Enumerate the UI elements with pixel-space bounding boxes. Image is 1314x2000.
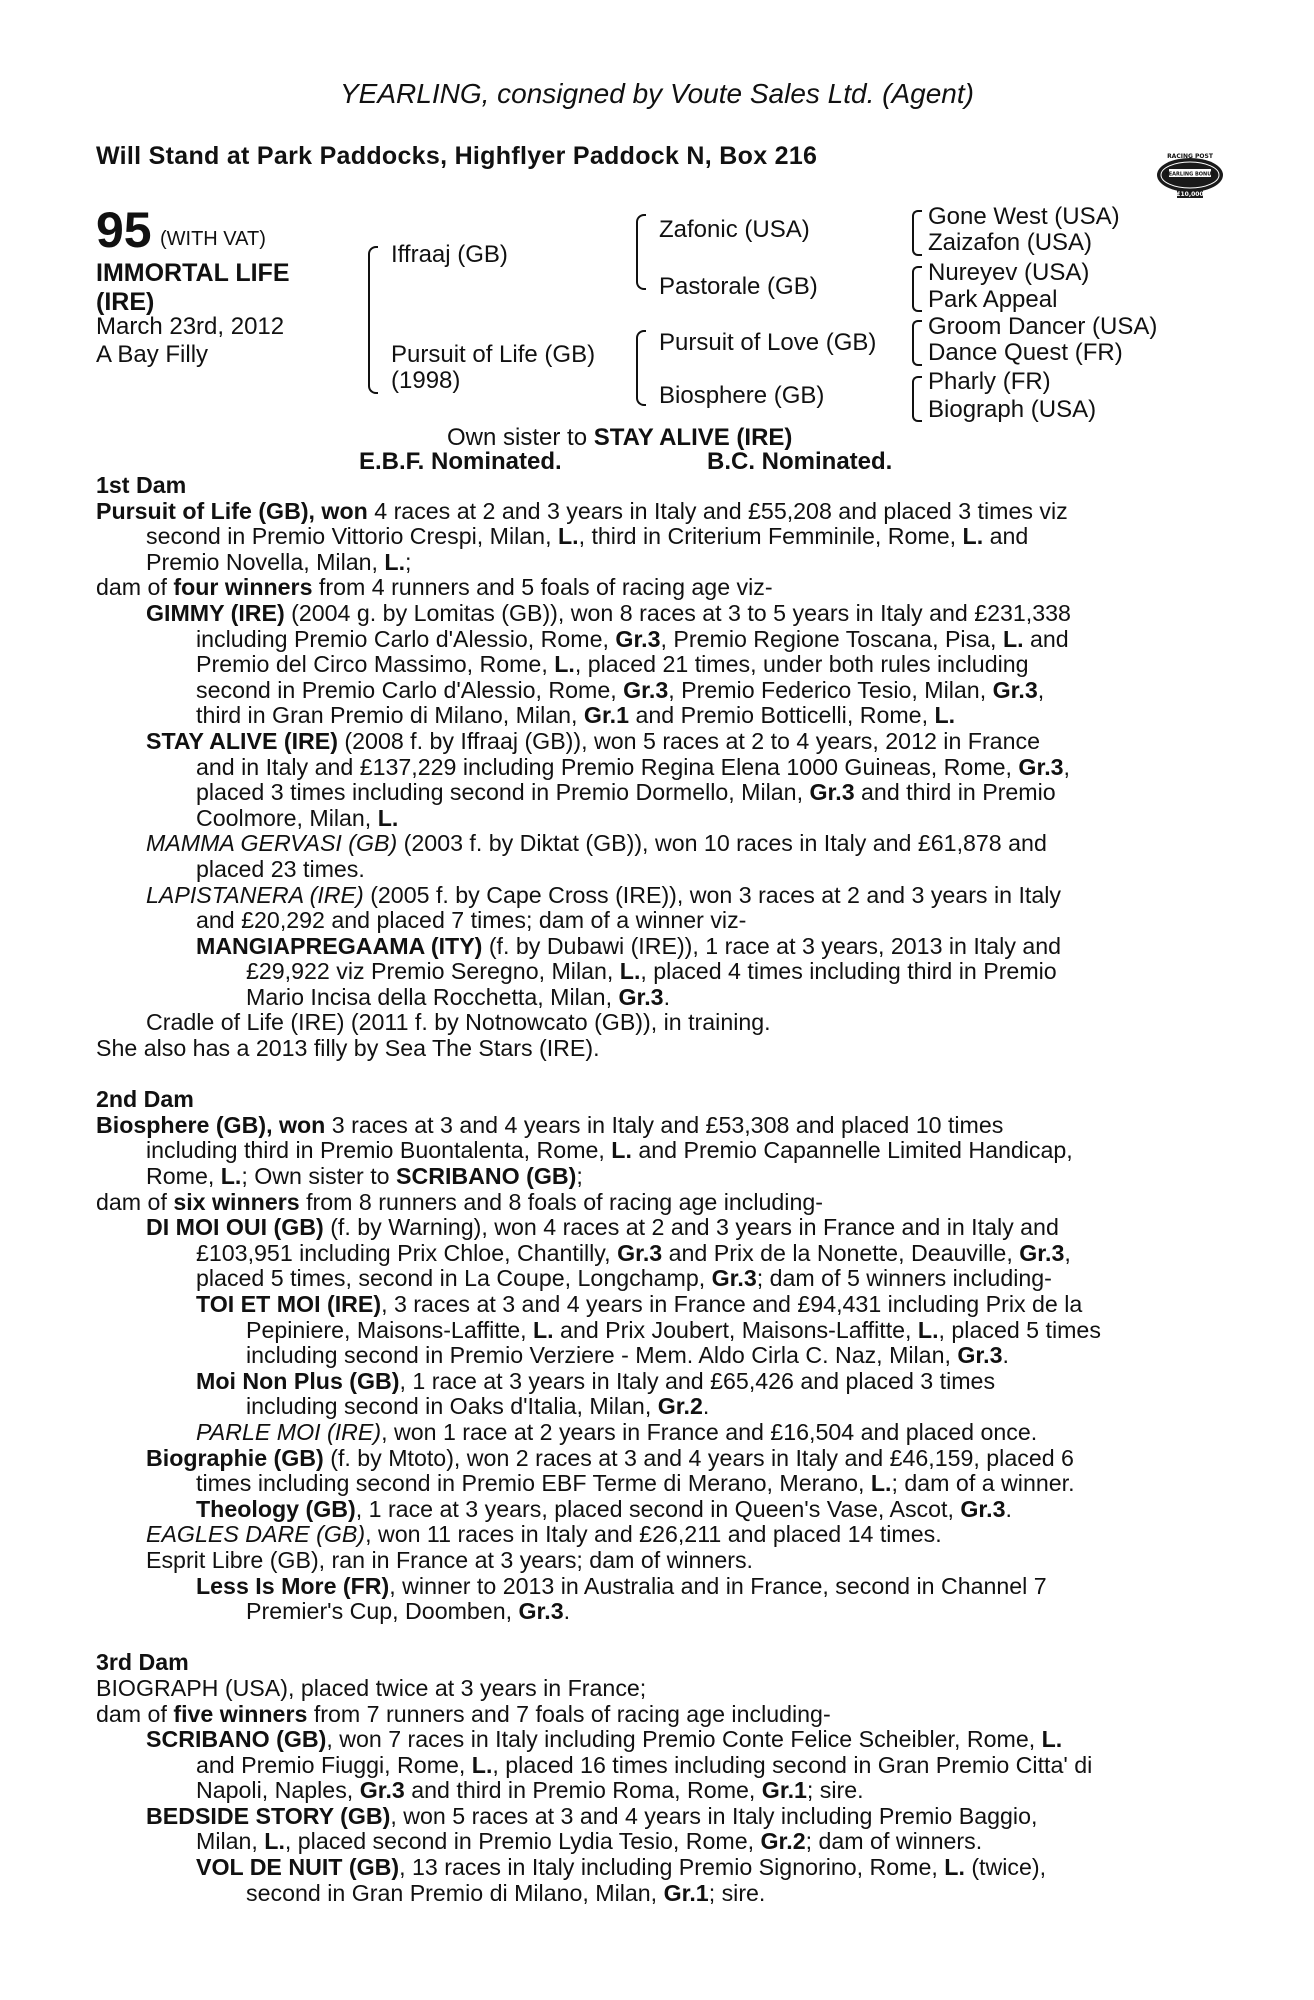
third-dam-heading: 3rd Dam (96, 1649, 189, 1676)
progeny-line (96, 1343, 1206, 1369)
race-grade: Gr.3 (957, 1342, 1003, 1369)
progeny-name: EAGLES DARE (GB) (146, 1521, 366, 1548)
pedigree-dss: Groom Dancer (USA) (928, 313, 1158, 340)
progeny-line (96, 959, 1206, 985)
text-run: from 4 runners and 5 foals of racing age viz- (312, 574, 773, 601)
text-run: , Premio Federico Tesio, Milan, (668, 676, 993, 703)
text-run: , placed 16 times including second in Gran Premio Citta' di (492, 1751, 1093, 1778)
race-grade: Gr.1 (761, 1777, 807, 1804)
winner-count: four winners (173, 574, 313, 601)
progeny-line (96, 601, 1206, 627)
race-grade: Gr.3 (615, 625, 661, 652)
progeny-name: TOI ET MOI (IRE) (196, 1291, 382, 1317)
progeny-name: GIMMY (IRE) (146, 599, 285, 626)
first-dam-line (96, 575, 1206, 601)
text-run: £29,922 viz Premio Seregno, Milan, (246, 958, 620, 985)
text-run: , (1064, 1239, 1071, 1266)
text-run: , Premio Regione Toscana, Pisa, (660, 625, 1003, 652)
progeny-line: placed 23 times. (196, 855, 365, 882)
pedigree-brace-ds (912, 320, 922, 366)
text-run: , (1063, 753, 1070, 780)
progeny-line (96, 1266, 1206, 1292)
text-run: and Premio Capannelle Limited Handicap, (631, 1137, 1073, 1164)
text-run: , won 11 races in Italy and £26,211 and placed 14 times. (365, 1521, 942, 1548)
race-grade: L. (554, 651, 575, 678)
text-run: . (663, 983, 671, 1010)
race-grade: Gr.3 (711, 1265, 757, 1292)
first-dam-line (96, 524, 1206, 550)
text-run: ; (405, 548, 412, 575)
pedigree-sdd: Park Appeal (928, 286, 1058, 313)
race-grade: Gr.3 (518, 1598, 564, 1625)
text-run: (2003 f. by Diktat (GB)), won 10 races in Italy and £61,878 and (397, 830, 1047, 857)
text-run: including Premio Carlo d'Alessio, Rome, (196, 625, 616, 652)
progeny-line (96, 1369, 1206, 1395)
text-run: Mario Incisa della Rocchetta, Milan, (246, 983, 619, 1010)
progeny-name: MAMMA GERVASI (GB) (146, 830, 398, 857)
progeny-name: BEDSIDE STORY (GB) (146, 1802, 391, 1829)
section-gap (96, 1625, 1206, 1651)
pedigree-brace-sire (636, 214, 646, 290)
race-grade: Gr.3 (623, 676, 669, 703)
text-run: and in Italy and £137,229 including Premio Regina Elena 1000 Guineas, Rome, (196, 753, 1019, 780)
text-run: including second in Oaks d'Italia, Milan, (246, 1393, 658, 1420)
race-grade: Gr.2 (657, 1393, 703, 1420)
pedigree-sire-sire: Zafonic (USA) (659, 216, 810, 243)
progeny-line (96, 1574, 1206, 1600)
text-run: , placed second in Premio Lydia Tesio, Rome, (284, 1828, 761, 1855)
progeny-line (96, 1855, 1206, 1881)
text-run: Rome, (146, 1163, 221, 1190)
progeny-name: PARLE MOI (IRE) (196, 1418, 382, 1445)
text-run: 3 races at 3 and 4 years in Italy and £53,308 and placed 10 times (325, 1111, 1004, 1138)
location-line: Will Stand at Park Paddocks, Highflyer Paddock N, Box 216 (96, 142, 818, 170)
progeny-line (96, 1446, 1206, 1472)
progeny-line (96, 755, 1206, 781)
race-grade: Gr.3 (359, 1777, 405, 1804)
race-grade: Gr.3 (618, 983, 664, 1010)
progeny-name: Moi Non Plus (GB) (196, 1367, 400, 1394)
progeny-line (96, 883, 1206, 909)
ebf-nominated: E.B.F. Nominated. (359, 448, 562, 475)
second-dam-line (96, 1190, 1206, 1216)
race-grade: L. (611, 1137, 632, 1164)
text-run: , third in Criterium Femminile, Rome, (578, 523, 963, 550)
text-run: , winner to 2013 in Australia and in France, second in Channel 7 (389, 1572, 1047, 1599)
progeny-name: Less Is More (FR) (196, 1572, 390, 1599)
text-run: dam of (96, 1188, 174, 1215)
progeny-name: VOL DE NUIT (GB) (196, 1854, 400, 1881)
vat-label: (WITH VAT) (160, 228, 266, 250)
text-run: and third in Premio (854, 779, 1056, 806)
text-run: second in Gran Premio di Milano, Milan, (246, 1879, 664, 1906)
race-grade: Gr.3 (809, 779, 855, 806)
text-run: Pepiniere, Maisons-Laffitte, (246, 1316, 533, 1343)
race-grade: Gr.3 (960, 1495, 1006, 1522)
second-dam-line (96, 1138, 1206, 1164)
won-label: , won (308, 497, 368, 524)
dam-name: Pursuit of Life (GB) (96, 497, 309, 524)
progeny-line (96, 1753, 1206, 1779)
race-grade: Gr.2 (760, 1828, 806, 1855)
consignment-line: YEARLING, consigned by Voute Sales Ltd. (Agent) (340, 78, 974, 109)
text-run: , 3 races at 3 and 4 years in France and £94,431 including Prix de la (381, 1291, 1083, 1317)
progeny-line (96, 703, 1206, 729)
progeny-line (96, 1727, 1206, 1753)
progeny-line (96, 1292, 1206, 1318)
horse-name-line1: IMMORTAL LIFE (96, 259, 290, 287)
progeny-name: Theology (GB) (196, 1495, 356, 1522)
pedigree-sire: Iffraaj (GB) (391, 241, 508, 268)
text-run: ; dam of a winner. (891, 1470, 1075, 1497)
progeny-line: Cradle of Life (IRE) (2011 f. by Notnowcato (GB)), in training. (146, 1009, 771, 1036)
race-grade: L. (962, 523, 984, 550)
text-run: and Prix Joubert, Maisons-Laffitte, (553, 1316, 918, 1343)
text-run: and Premio Botticelli, Rome, (629, 702, 935, 729)
text-run: , won 1 race at 2 years in France and £16,504 and placed once. (381, 1418, 1038, 1445)
text-run: (2005 f. by Cape Cross (IRE)), won 3 races at 2 and 3 years in Italy (363, 881, 1061, 908)
text-run: Premio del Circo Massimo, Rome, (196, 651, 555, 678)
pedigree-brace-dd (912, 376, 922, 422)
text-run: and (983, 523, 1029, 550)
section-gap (96, 1062, 1206, 1088)
progeny-line (96, 1420, 1206, 1446)
yearling-bonus-badge (1155, 145, 1225, 203)
text-run: (f. by Warning), won 4 races at 2 and 3 years in France and in Italy and (323, 1214, 1059, 1241)
third-dam-line (96, 1702, 1206, 1728)
winner-count: six winners (173, 1188, 300, 1215)
progeny-line (96, 1471, 1206, 1497)
progeny-name: STAY ALIVE (IRE) (146, 727, 338, 754)
text-run: . (1002, 1342, 1009, 1369)
progeny-line (96, 934, 1206, 960)
pedigree-dam-line2: (1998) (391, 367, 461, 394)
text-run: dam of (96, 1700, 174, 1727)
text-run: including third in Premio Buontalenta, Rome, (146, 1137, 612, 1164)
text-run: , placed 21 times, under both rules including (574, 651, 1029, 678)
won-label: , won (266, 1111, 326, 1138)
text-run: (f. by Mtoto), won 2 races at 3 and 4 years in Italy and £46,159, placed 6 (323, 1444, 1074, 1471)
text-run: (2008 f. by Iffraaj (GB)), won 5 races at 2 to 4 years, 2012 in France (337, 727, 1040, 754)
pedigree-brace-dam (636, 330, 646, 406)
text-run: 4 races at 2 and 3 years in Italy and £55,208 and placed 3 times viz (367, 497, 1068, 524)
race-grade: L. (557, 523, 579, 550)
text-run: , 1 race at 3 years, placed second in Queen's Vase, Ascot, (355, 1495, 961, 1522)
text-run: £103,951 including Prix Chloe, Chantilly, (196, 1239, 618, 1266)
progeny-line (96, 1318, 1206, 1344)
text-run: placed 5 times, second in La Coupe, Longchamp, (196, 1265, 712, 1292)
text-run: including second in Premio Verziere - Mem. Aldo Cirla C. Naz, Milan, (246, 1342, 958, 1369)
text-run: (twice), (964, 1854, 1047, 1881)
race-grade: L. (934, 702, 956, 729)
race-grade: L. (533, 1316, 554, 1343)
progeny-line: Esprit Libre (GB), ran in France at 3 years; dam of winners. (146, 1546, 753, 1573)
progeny-line (96, 1778, 1206, 1804)
own-sister-horse: STAY ALIVE (IRE) (593, 424, 793, 451)
progeny-line (96, 1394, 1206, 1420)
text-run: , won 7 races in Italy including Premio Conte Felice Scheibler, Rome, (326, 1726, 1042, 1753)
second-dam-line (96, 1164, 1206, 1190)
race-grade: L. (1041, 1726, 1063, 1753)
text-run: . (1005, 1495, 1012, 1522)
pedigree-sire-dam: Pastorale (GB) (659, 273, 818, 300)
race-grade: L. (471, 1751, 493, 1778)
race-grade: Gr.1 (583, 702, 630, 729)
text-run: dam of (96, 574, 174, 601)
progeny-line (96, 678, 1206, 704)
first-dam-line (96, 499, 1206, 525)
progeny-line (96, 985, 1206, 1011)
own-sister-prefix: Own sister to (447, 424, 594, 451)
progeny-name: DI MOI OUI (GB) (146, 1214, 324, 1241)
progeny-line (96, 652, 1206, 678)
race-grade: L. (619, 958, 641, 985)
text-run: Napoli, Naples, (196, 1777, 360, 1804)
progeny-name: Biographie (GB) (146, 1444, 324, 1471)
text-run: ; Own sister to (241, 1163, 396, 1190)
progeny-line (96, 1804, 1206, 1830)
foaling-date: March 23rd, 2012 (96, 313, 285, 340)
text-run: second in Premio Carlo d'Alessio, Rome, (196, 676, 624, 703)
text-run: . (702, 1393, 710, 1420)
text-run: , 13 races in Italy including Premio Signorino, Rome, (399, 1854, 945, 1881)
text-run: ; dam of 5 winners including- (756, 1265, 1052, 1292)
badge-mid-text: YEARLING BONUS (1165, 171, 1215, 178)
pedigree-sds: Nureyev (USA) (928, 259, 1090, 286)
race-grade: Gr.3 (992, 676, 1038, 703)
race-grade: L. (377, 804, 399, 831)
text-run: ; dam of winners. (805, 1828, 983, 1855)
catalogue-body (96, 473, 1206, 1906)
third-dam-line: BIOGRAPH (USA), placed twice at 3 years in France; (96, 1674, 647, 1701)
progeny-name: SCRIBANO (GB) (395, 1163, 577, 1190)
pedigree-dam (391, 342, 595, 394)
horse-name-line2: (IRE) (96, 288, 155, 316)
text-run: , (1037, 676, 1045, 703)
text-run: ; (576, 1163, 583, 1190)
race-grade: Gr.3 (617, 1239, 663, 1266)
pedigree-ddd: Biograph (USA) (928, 396, 1097, 423)
text-run: second in Premio Vittorio Crespi, Milan, (146, 523, 558, 550)
text-run: and Premio Fiuggi, Rome, (196, 1751, 472, 1778)
text-run: , 1 race at 3 years in Italy and £65,426 and placed 3 times (399, 1367, 996, 1394)
text-run: Milan, (196, 1828, 265, 1855)
horse-info (96, 313, 284, 369)
progeny-line (96, 1829, 1206, 1855)
badge-amount-text: £10,000 (1176, 191, 1204, 198)
text-run: and Prix de la Nonette, Deauville, (662, 1239, 1020, 1266)
progeny-line (96, 1241, 1206, 1267)
text-run: Coolmore, Milan, (196, 804, 378, 831)
text-run: placed 3 times including second in Premio Dormello, Milan, (196, 779, 810, 806)
race-grade: L. (384, 548, 406, 575)
pedigree-sss: Gone West (USA) (928, 203, 1120, 230)
text-run: (2004 g. by Lomitas (GB)), won 8 races at 3 to 5 years in Italy and £231,338 (284, 599, 1071, 626)
bc-nominated: B.C. Nominated. (707, 448, 893, 475)
winner-count: five winners (173, 1700, 308, 1727)
second-dam-heading: 2nd Dam (96, 1086, 194, 1113)
race-grade: L. (264, 1828, 285, 1855)
pedigree-dsd: Dance Quest (FR) (928, 339, 1123, 366)
text-run: third in Gran Premio di Milano, Milan, (196, 702, 584, 729)
progeny-line (96, 729, 1206, 755)
dam-name: Biosphere (GB) (96, 1111, 267, 1138)
text-run: (f. by Dubawi (IRE)), 1 race at 3 years, 2013 in Italy and (482, 932, 1062, 959)
text-run: ; sire. (708, 1879, 766, 1906)
race-grade: L. (917, 1316, 939, 1343)
progeny-line (96, 1599, 1206, 1625)
text-run: Premier's Cup, Doomben, (246, 1598, 519, 1625)
second-dam-line (96, 1113, 1206, 1139)
first-dam-heading: 1st Dam (96, 472, 187, 498)
race-grade: L. (1002, 625, 1024, 652)
text-run: from 8 runners and 8 foals of racing age including- (299, 1188, 823, 1215)
race-grade: L. (870, 1470, 892, 1497)
progeny-name: LAPISTANERA (IRE) (146, 881, 364, 908)
progeny-line (96, 1215, 1206, 1241)
progeny-name: SCRIBANO (GB) (146, 1726, 327, 1753)
race-grade: L. (220, 1163, 242, 1190)
race-grade: Gr.3 (1019, 1239, 1065, 1266)
pedigree-dam-dam: Biosphere (GB) (659, 382, 825, 409)
text-run: , placed 5 times (938, 1316, 1101, 1343)
pedigree-dam-line1: Pursuit of Life (GB) (391, 341, 596, 368)
progeny-line: and £20,292 and placed 7 times; dam of a winner viz- (196, 907, 747, 934)
progeny-line (96, 780, 1206, 806)
text-run: and (1023, 625, 1069, 652)
text-run: from 7 runners and 7 foals of racing age including- (307, 1700, 831, 1727)
pedigree-dam-sire: Pursuit of Love (GB) (659, 329, 877, 356)
text-run: . (563, 1598, 571, 1625)
race-grade: Gr.1 (663, 1879, 709, 1906)
race-grade: L. (944, 1854, 965, 1881)
progeny-line (96, 806, 1206, 832)
progeny-line (96, 1881, 1206, 1907)
pedigree-dds: Pharly (FR) (928, 368, 1051, 395)
horse-name (96, 259, 290, 317)
lot-number: 95 (96, 202, 152, 258)
text-run: times including second in Premio EBF Terme di Merano, Merano, (196, 1470, 871, 1497)
pedigree-brace-ss (912, 210, 922, 256)
text-run: , placed 4 times including third in Premio (640, 958, 1057, 985)
progeny-line (96, 1497, 1206, 1523)
text-run: and third in Premio Roma, Rome, (404, 1777, 762, 1804)
pedigree-ssd: Zaizafon (USA) (928, 229, 1093, 256)
progeny-name: MANGIAPREGAAMA (ITY) (196, 932, 483, 959)
text-run: ; sire. (806, 1777, 864, 1804)
text-run: Premio Novella, Milan, (146, 548, 385, 575)
pedigree-brace-sd (912, 266, 922, 312)
progeny-line (96, 831, 1206, 857)
progeny-line: She also has a 2013 filly by Sea The Stars (IRE). (96, 1035, 600, 1062)
pedigree-brace-main (368, 246, 378, 394)
horse-description: A Bay Filly (96, 341, 209, 368)
progeny-line (96, 1522, 1206, 1548)
text-run: , won 5 races at 3 and 4 years in Italy including Premio Baggio, (390, 1802, 1038, 1829)
badge-top-text: RACING POST (1167, 153, 1213, 160)
race-grade: Gr.3 (1018, 753, 1064, 780)
first-dam-line (96, 550, 1206, 576)
progeny-line (96, 627, 1206, 653)
